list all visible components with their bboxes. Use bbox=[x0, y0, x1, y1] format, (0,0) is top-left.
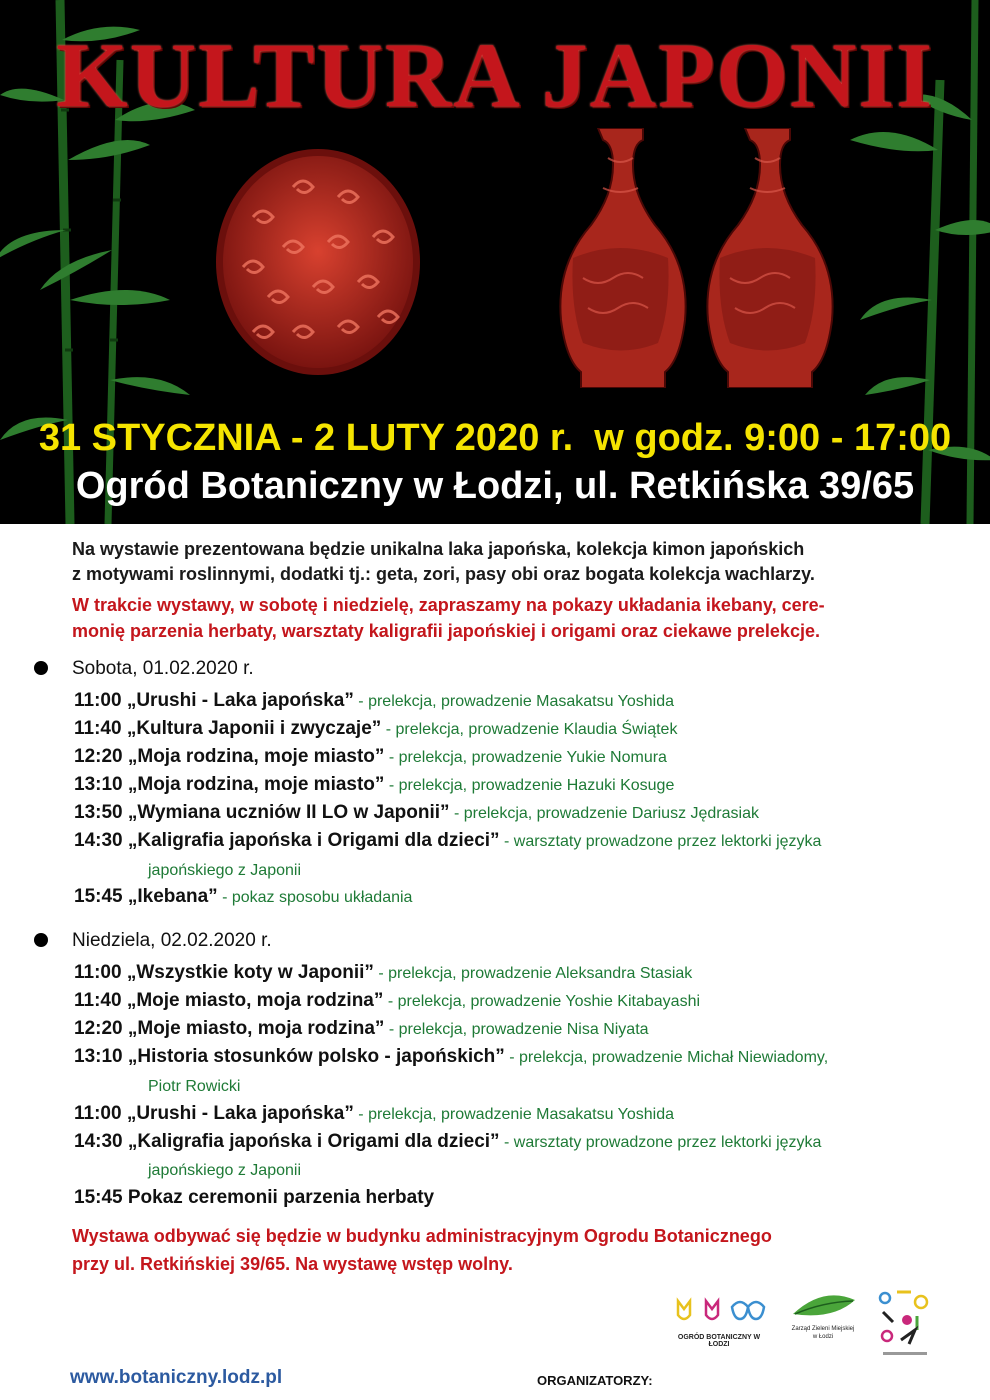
schedule-item: 11:00 „Wszystkie koty w Japonii” - prelekcja, prowadzenie Aleksandra Stasiak bbox=[74, 962, 693, 983]
schedule-item: 13:10 „Moja rodzina, moje miasto” - prelekcja, prowadzenie Hazuki Kosuge bbox=[74, 774, 675, 795]
sunday-heading: Niedziela, 02.02.2020 r. bbox=[34, 930, 272, 952]
schedule-item-continuation: japońskiego z Japonii bbox=[148, 862, 301, 879]
poster-header bbox=[0, 0, 990, 524]
lodz-city-logo bbox=[875, 1288, 935, 1360]
schedule-item: 15:45 Pokaz ceremonii parzenia herbaty bbox=[74, 1187, 435, 1208]
schedule-item: 12:20 „Moja rodzina, moje miasto” - prelekcja, prowadzenie Yukie Nomura bbox=[74, 746, 667, 767]
bullet-icon bbox=[34, 933, 48, 947]
poster-title: KULTURA JAPONII bbox=[56, 24, 934, 126]
intro-line: Na wystawie prezentowana będzie unikalna laka japońska, kolekcja kimon japońskich bbox=[72, 539, 805, 559]
lacquer-vase-left-image bbox=[553, 128, 688, 388]
bullet-icon bbox=[34, 661, 48, 675]
schedule-item: 11:40 „Kultura Japonii i zwyczaje” - prelekcja, prowadzenie Klaudia Świątek bbox=[74, 718, 678, 739]
schedule-item: 11:00 „Urushi - Laka japońska” - prelekcja, prowadzenie Masakatsu Yoshida bbox=[74, 1103, 675, 1124]
leaf-icon bbox=[783, 1292, 863, 1320]
intro-text bbox=[72, 537, 952, 587]
city-greenery-board-logo: Zarząd Zieleni Miejskiej w Łodzi bbox=[783, 1292, 863, 1341]
schedule-item: 14:30 „Kaligrafia japońska i Origami dla dzieci” - warsztaty prowadzone przez lektorki języka bbox=[74, 830, 822, 851]
event-venue: Ogród Botaniczny w Łodzi, ul. Retkińska 39/65 bbox=[75, 465, 915, 507]
saturday-heading: Sobota, 01.02.2020 r. bbox=[34, 658, 254, 680]
event-dates: 31 STYCZNIA - 2 LUTY 2020 r. w godz. 9:00 - 17:00 bbox=[38, 417, 952, 459]
schedule-item: 11:40 „Moje miasto, moja rodzina” - prelekcja, prowadzenie Yoshie Kitabayashi bbox=[74, 990, 701, 1011]
schedule-item: 14:30 „Kaligrafia japońska i Origami dla dzieci” - warsztaty prowadzone przez lektorki języka bbox=[74, 1131, 822, 1152]
schedule-item: 15:45 „Ikebana” - pokaz sposobu układania bbox=[74, 886, 413, 907]
intro-line: z motywami roslinnymi, dodatki tj.: geta, zori, pasy obi oraz bogata kolekcja wachlarzy. bbox=[72, 564, 815, 584]
schedule-item: 13:10 „Historia stosunków polsko - japońskich” - prelekcja, prowadzenie Michał Niewiadomy, bbox=[74, 1046, 829, 1067]
lacquer-vase-right-image bbox=[700, 128, 835, 388]
schedule-item: 13:50 „Wymiana uczniów II LO w Japonii” - prelekcja, prowadzenie Dariusz Jędrasiak bbox=[74, 802, 759, 823]
intro-red-line: W trakcie wystawy, w sobotę i niedzielę, zapraszamy na pokazy układania ikebany, cere- bbox=[72, 595, 825, 615]
schedule-item: 11:00 „Urushi - Laka japońska” - prelekcja, prowadzenie Masakatsu Yoshida bbox=[74, 690, 675, 711]
lacquer-plate-image bbox=[213, 147, 423, 377]
intro-red-line: monię parzenia herbaty, warsztaty kaligrafii japońskiej i origami oraz ciekawe prelekcje. bbox=[72, 621, 820, 641]
schedule-item-continuation: Piotr Rowicki bbox=[148, 1078, 241, 1095]
schedule-item-continuation: japońskiego z Japonii bbox=[148, 1162, 301, 1179]
footer-red-line: Wystawa odbywać się będzie w budynku administracyjnym Ogrodu Botanicznego bbox=[72, 1226, 772, 1246]
exhibition-location-note bbox=[72, 1222, 952, 1278]
tulips-icon bbox=[670, 1297, 768, 1327]
intro-invitation bbox=[72, 592, 952, 644]
website-link[interactable]: www.botaniczny.lodz.pl bbox=[70, 1367, 283, 1388]
organizers-label: ORGANIZATORZY: bbox=[537, 1373, 653, 1388]
footer-red-line: przy ul. Retkińskiej 39/65. Na wystawę wstęp wolny. bbox=[72, 1254, 513, 1274]
botanical-garden-logo: OGRÓD BOTANICZNY W ŁODZI bbox=[670, 1297, 768, 1348]
schedule-item: 12:20 „Moje miasto, moja rodzina” - prelekcja, prowadzenie Nisa Niyata bbox=[74, 1018, 649, 1039]
